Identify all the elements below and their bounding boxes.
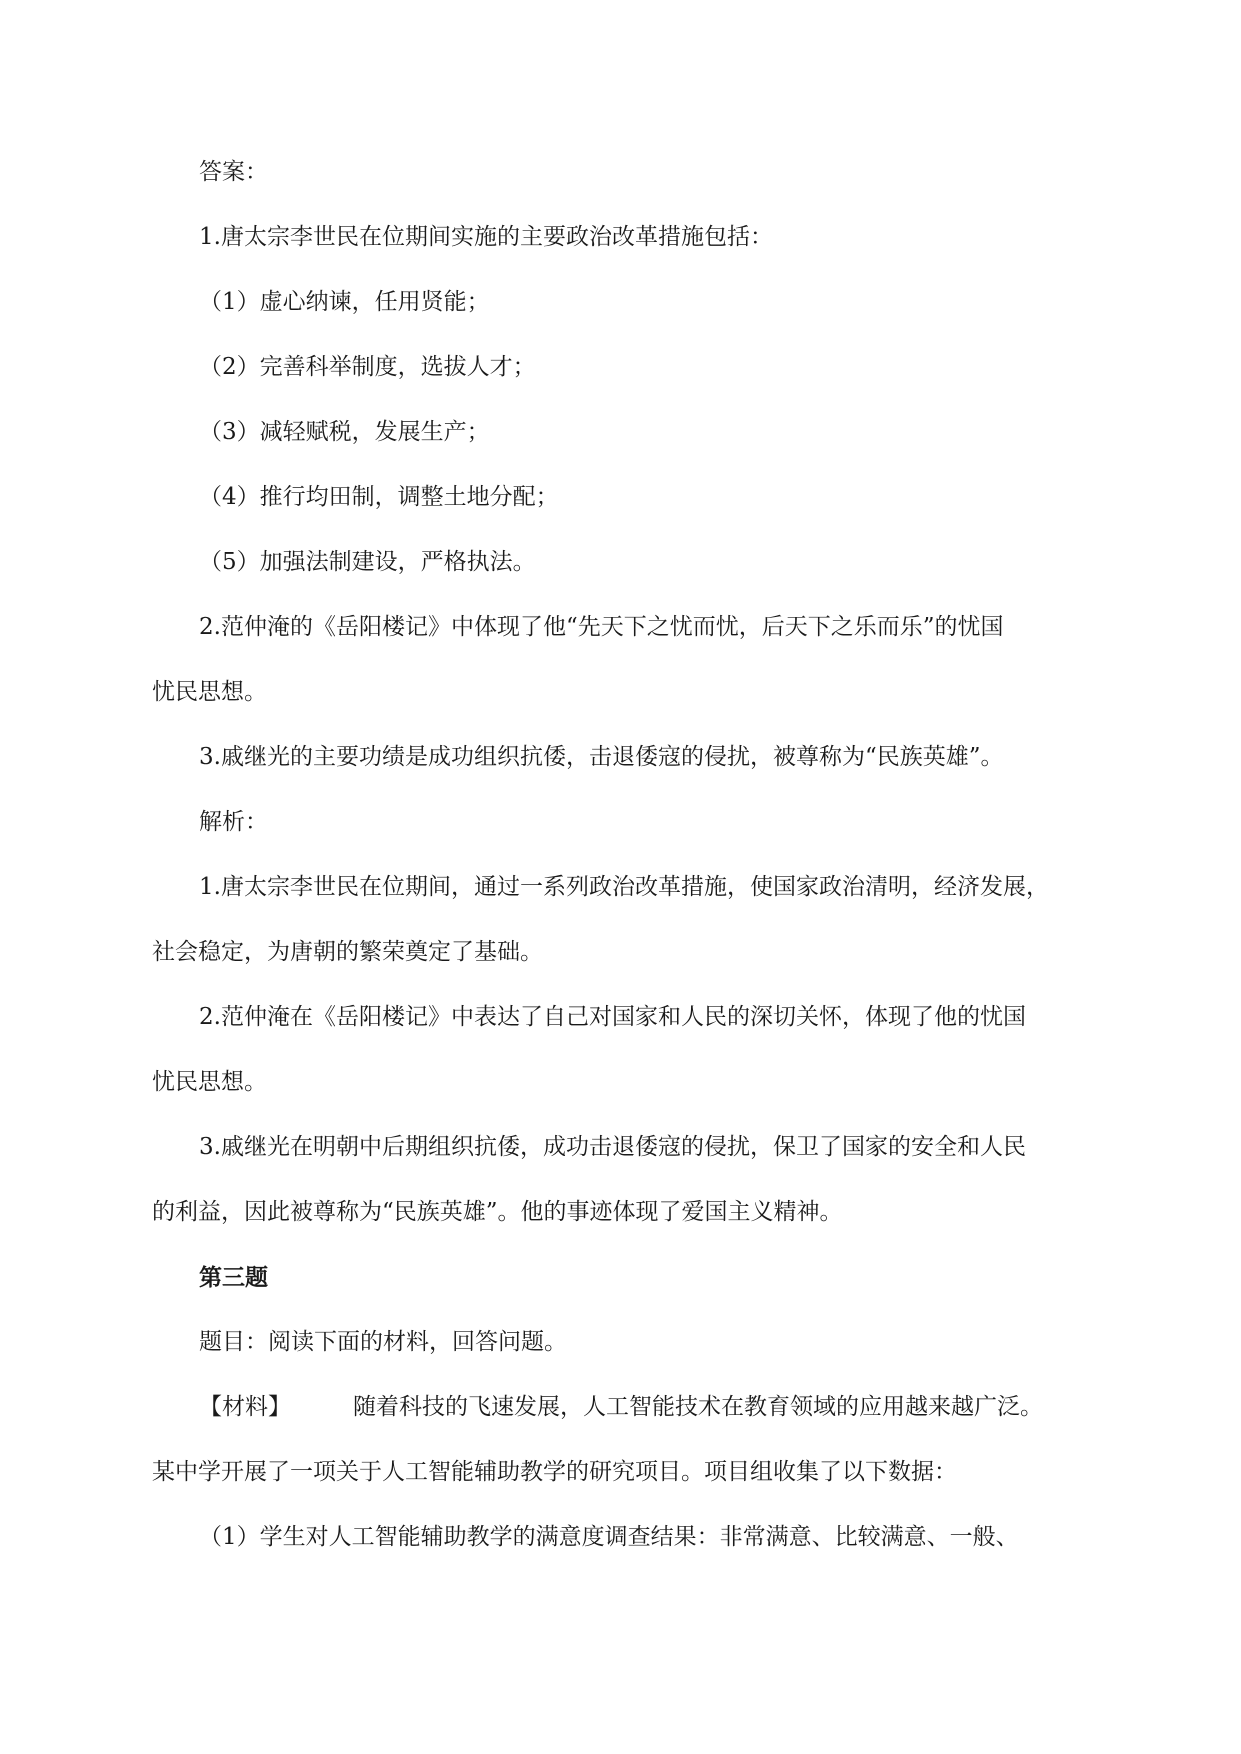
answer-1-item-1: （1）虚心纳谏，任用贤能； [199, 289, 490, 315]
document-page [152, 140, 1097, 1570]
analysis-1-line-1: 1.唐太宗李世民在位期间，通过一系列政治改革措施，使国家政治清明，经济发展， [199, 874, 1049, 900]
answer-1-item-3: （3）减轻赋税，发展生产； [199, 419, 490, 445]
material-line-1 [152, 1375, 1097, 1440]
data-item-1: （1）学生对人工智能辅助教学的满意度调查结果：非常满意、比较满意、一般、 [199, 1524, 1019, 1550]
analysis-2-line-1: 2.范仲淹在《岳阳楼记》中表达了自己对国家和人民的深切关怀，体现了他的忧国 [199, 1004, 1026, 1030]
answer-1-item-5: （5）加强法制建设，严格执法。 [199, 549, 536, 575]
answer-2-line-1: 2.范仲淹的《岳阳楼记》中体现了他“先天下之忧而忧，后天下之乐而乐”的忧国 [199, 614, 1004, 640]
analysis-3-line-1: 3.戚继光在明朝中后期组织抗倭，成功击退倭寇的侵扰，保卫了国家的安全和人民 [199, 1134, 1026, 1160]
analysis-label: 解析： [199, 809, 268, 835]
material-label: 【材料】 [199, 1394, 291, 1420]
answer-1-item-4: （4）推行均田制，调整土地分配； [199, 484, 559, 510]
section-title: 第三题 [199, 1264, 268, 1291]
analysis-1-line-2: 社会稳定，为唐朝的繁荣奠定了基础。 [152, 939, 543, 965]
answer-1-intro: 1.唐太宗李世民在位期间实施的主要政治改革措施包括： [199, 224, 773, 250]
answer-label: 答案： [199, 159, 268, 185]
material-text: 随着科技的飞速发展，人工智能技术在教育领域的应用越来越广泛。 [353, 1394, 1043, 1420]
analysis-2-line-2: 忧民思想。 [152, 1069, 267, 1095]
answer-3: 3.戚继光的主要功绩是成功组织抗倭，击退倭寇的侵扰，被尊称为“民族英雄”。 [199, 744, 1004, 770]
material-line-2: 某中学开展了一项关于人工智能辅助教学的研究项目。项目组收集了以下数据： [152, 1459, 957, 1485]
answer-1-item-2: （2）完善科举制度，选拔人才； [199, 354, 536, 380]
question-text: 题目：阅读下面的材料，回答问题。 [199, 1329, 567, 1355]
analysis-3-line-2: 的利益，因此被尊称为“民族英雄”。他的事迹体现了爱国主义精神。 [152, 1199, 843, 1225]
answer-2-line-2: 忧民思想。 [152, 679, 267, 705]
